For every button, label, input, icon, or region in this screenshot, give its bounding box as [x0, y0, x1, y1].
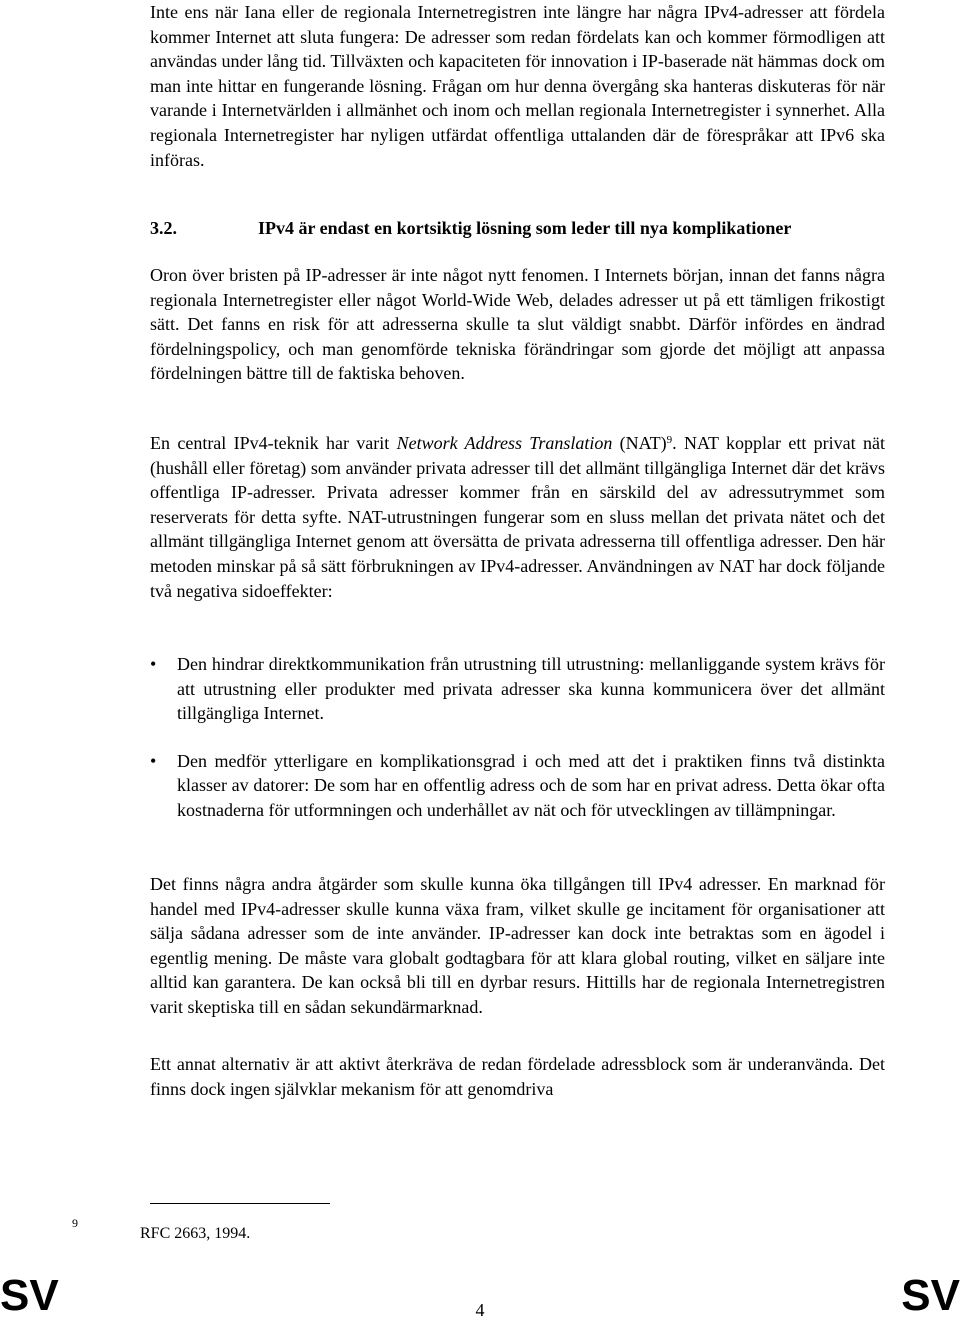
paragraph-intro: Inte ens när Iana eller de regionala Internetregistren inte längre har några IPv4-adresser att fördela kommer Internet att sluta fungera: De adresser som redan fördelats kan och kommer förmodligen att användas under lång tid. Tillväxten och kapaciteten för innovation i IP-baserade nät hämmas dock om man inte hittar en fungerande lösning. Frågan om hur denna övergång ska hanteras diskuteras för när varande i Internetvärlden i allmänhet och inom och mellan regionala Internetregister i synnerhet. Alla regionala Internetregister har nyligen utfärdat offentliga uttalanden där de förespråkar att IPv6 ska införas. — [150, 2, 885, 170]
bullet-item — [150, 652, 885, 726]
bullet-dot: • — [150, 750, 157, 771]
bullet-list — [150, 652, 885, 846]
bullet-dot: • — [150, 654, 157, 674]
paragraph-address-shortage: Oron över bristen på IP-adresser är inte något nytt fenomen. I Internets början, innan det fanns några regionala Internetregister eller något World-Wide Web, delades adresser ut på ett tämligen frikostigt sätt. Det fanns en risk för att adresserna skulle ta slut väldigt snabbt. Därför infördes en ändrad fördelningspolicy, och man genomförde tekniska förändringar som gjorde det möjligt att anpassa fördelningen bättre till de faktiska behoven. — [150, 265, 885, 384]
footnote-reference: 9 — [666, 434, 673, 446]
bullet-text: Den hindrar direktkommunikation från utrustning till utrustning: mellanliggande system krävs för att utrustning eller produkter med privata adresser ska kunna kommunicera över det allmänt tillgängliga Internet. — [177, 654, 885, 724]
nat-text-after: . NAT kopplar ett privat nät (hushåll eller företag) som använder privata adresser till det allmänt tillgängliga Internet där det krävs offentliga IP-adresser. Privata adresser kommer från en särskild del av adressutrymmet som reserverats för detta syfte. NAT-utrustningen fungerar som en sluss mellan det privata nätet och det allmänt tillgängliga Internet genom att översätta de privata adresserna till offentliga adresser. Den här metoden minskar på så sätt förbrukningen av IPv4-adresser. Användningen av NAT har dock följande två negativa sidoeffekter: — [150, 433, 885, 601]
language-code-right: SV — [901, 1271, 960, 1320]
footnote-number: 9 — [72, 1216, 78, 1230]
bullet-item — [150, 749, 885, 823]
nat-text-mid: (NAT) — [612, 433, 667, 453]
nat-text-before: En central IPv4-teknik har varit — [150, 433, 397, 453]
page-number: 4 — [475, 1300, 485, 1320]
section-number: 3.2. — [150, 218, 177, 238]
paragraph-nat — [150, 431, 885, 603]
paragraph-market: Det finns några andra åtgärder som skulle kunna öka tillgången till IPv4 adresser. En marknad för handel med IPv4-adresser skulle kunna växa fram, vilket skulle ge incitament för organisationer att sälja sådana adresser som de inte använder. IP-adresser kan dock inte betraktas som en ägodel i egentlig mening. De måste vara globalt godtagbara för att klara global routing, vilket en säljare inte alltid kan garantera. De kan också bli till en dyrbar resurs. Hittills har de regionala Internetregistren varit skeptiska till en sådan sekundärmarknad. — [150, 874, 885, 1017]
language-code-left: SV — [0, 1271, 59, 1320]
paragraph-reclaim: Ett annat alternativ är att aktivt återkräva de redan fördelade adressblock som är underanvända. Det finns dock ingen självklar mekanism för att genomdriva — [150, 1054, 885, 1099]
section-heading: IPv4 är endast en kortsiktig lösning som leder till nya komplikationer — [258, 218, 792, 238]
footnote-text: RFC 2663, 1994. — [140, 1225, 251, 1242]
nat-term: Network Address Translation — [396, 433, 613, 453]
footnote-separator — [150, 1203, 330, 1204]
bullet-text: Den medför ytterligare en komplikationsgrad i och med att det i praktiken finns två distinkta klasser av datorer: De som har en offentlig adress och de som har en privat adress. Detta ökar ofta kostnaderna för utformningen och underhållet av nät och för utvecklingen av tillämpningar. — [177, 750, 885, 820]
